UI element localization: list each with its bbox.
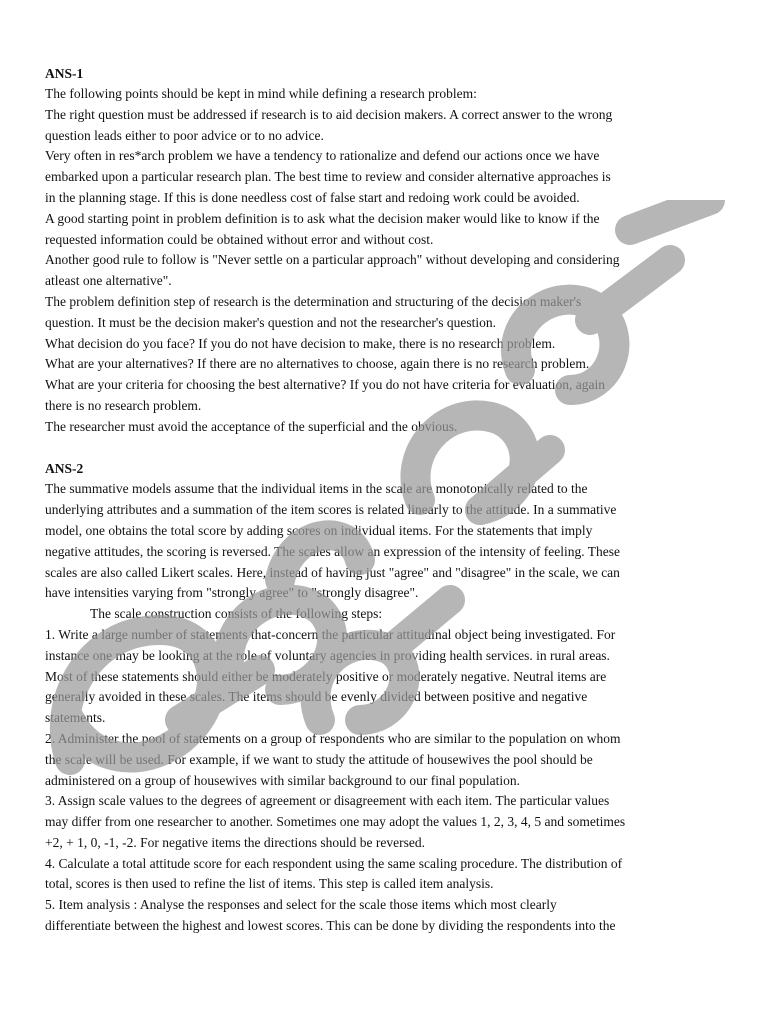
ans2-step-line: differentiate between the highest and lowest scores. This can be done by dividing the respondents into the <box>45 918 616 934</box>
ans1-line: question. It must be the decision maker's question and not the researcher's question. <box>45 314 497 330</box>
ans2-step-line: generally avoided in these scales. The items should be evenly divided between positive and negative <box>45 689 588 705</box>
ans1-line: What are your criteria for choosing the best alternative? If you do not have criteria for evaluation, again <box>45 377 606 393</box>
ans2-step-line: administered on a group of housewives with similar background to our final population. <box>45 772 521 788</box>
ans2-intro-line: The summative models assume that the individual items in the scale are monotonically related to the <box>45 481 588 497</box>
ans2-step-line: instance one may be looking at the role of voluntary agencies in providing health services. in rural areas. <box>45 647 610 663</box>
ans2-step-line: total, scores is then used to refine the list of items. This step is called item analysis. <box>45 876 494 892</box>
ans2-step-line: statements. <box>45 710 106 726</box>
ans1-line: in the planning stage. If this is done needless cost of false start and redoing work could be avoided. <box>45 189 580 205</box>
ans1-line: requested information could be obtained without error and without cost. <box>45 231 434 247</box>
document-page <box>45 63 735 937</box>
ans1-line: The researcher must avoid the acceptance of the superficial and the obvious. <box>45 418 458 434</box>
ans1-line: there is no research problem. <box>45 397 202 413</box>
ans1-line: Another good rule to follow is "Never settle on a particular approach" without developing and considering <box>45 252 620 268</box>
ans1-heading: ANS-1 <box>45 66 84 81</box>
ans1-body <box>45 84 735 438</box>
ans2-steps-intro: The scale construction consists of the following steps: <box>90 606 383 622</box>
ans2-step-line: the scale will be used. For example, if we want to study the attitude of housewives the pool should be <box>45 751 593 767</box>
ans2-intro-line: model, one obtains the total score by adding scores on individual items. For the statements that imply <box>45 522 593 538</box>
ans1-line: What decision do you face? If you do not have decision to make, there is no research problem. <box>45 335 556 351</box>
ans1-line: Very often in res*arch problem we have a tendency to rationalize and defend our actions once we have <box>45 148 600 164</box>
ans1-line: A good starting point in problem definition is to ask what the decision maker would like to know if the <box>45 210 600 226</box>
ans2-step-line: 5. Item analysis : Analyse the responses and select for the scale those items which most clearly <box>45 897 557 913</box>
ans2-intro-line: scales are also called Likert scales. Here, instead of having just "agree" and "disagree" in the scale, we can <box>45 564 620 580</box>
ans1-line: atleast one alternative". <box>45 273 172 289</box>
ans1-line: question leads either to poor advice or to no advice. <box>45 127 324 143</box>
ans2-step-line: Most of these statements should either be moderately positive or moderately negative. Neutral items are <box>45 668 607 684</box>
ans1-line: The problem definition step of research is the determination and structuring of the decision maker's <box>45 293 582 309</box>
ans2-intro-line: negative attitudes, the scoring is reversed. The scales allow an expression of the intensity of feeling. These <box>45 543 620 559</box>
ans2-body-steps <box>45 625 735 937</box>
ans2-step-line: 2. Administer the pool of statements on a group of respondents who are similar to the population on whom <box>45 730 621 746</box>
ans2-step-line: +2, + 1, 0, -1, -2. For negative items the directions should be reversed. <box>45 834 426 850</box>
ans2-intro-line: have intensities varying from "strongly agree" to "strongly disagree". <box>45 585 419 601</box>
ans2-heading: ANS-2 <box>45 461 84 477</box>
ans2-step-line: may differ from one researcher to another. Sometimes one may adopt the values 1, 2, 3, 4, 5 and sometimes <box>45 814 626 830</box>
ans1-line: The following points should be kept in mind while defining a research problem: <box>45 86 477 101</box>
ans2-step-line: 4. Calculate a total attitude score for each respondent using the same scaling procedure. The distribution of <box>45 855 623 871</box>
ans2-body-intro <box>45 479 735 604</box>
ans1-line: embarked upon a particular research plan. The best time to review and consider alternative approaches is <box>45 169 611 185</box>
ans1-line: The right question must be addressed if research is to aid decision makers. A correct answer to the wrong <box>45 106 613 122</box>
section-gap <box>45 438 735 459</box>
ans2-step-line: 1. Write a large number of statements that-concern the particular attitudinal object being investigated. For <box>45 626 616 642</box>
ans2-intro-line: underlying attributes and a summation of the item scores is related linearly to the attitude. In a summative <box>45 502 617 518</box>
ans2-step-line: 3. Assign scale values to the degrees of agreement or disagreement with each item. The particular values <box>45 793 610 809</box>
ans1-line: What are your alternatives? If there are no alternatives to choose, again there is no research problem. <box>45 356 590 372</box>
